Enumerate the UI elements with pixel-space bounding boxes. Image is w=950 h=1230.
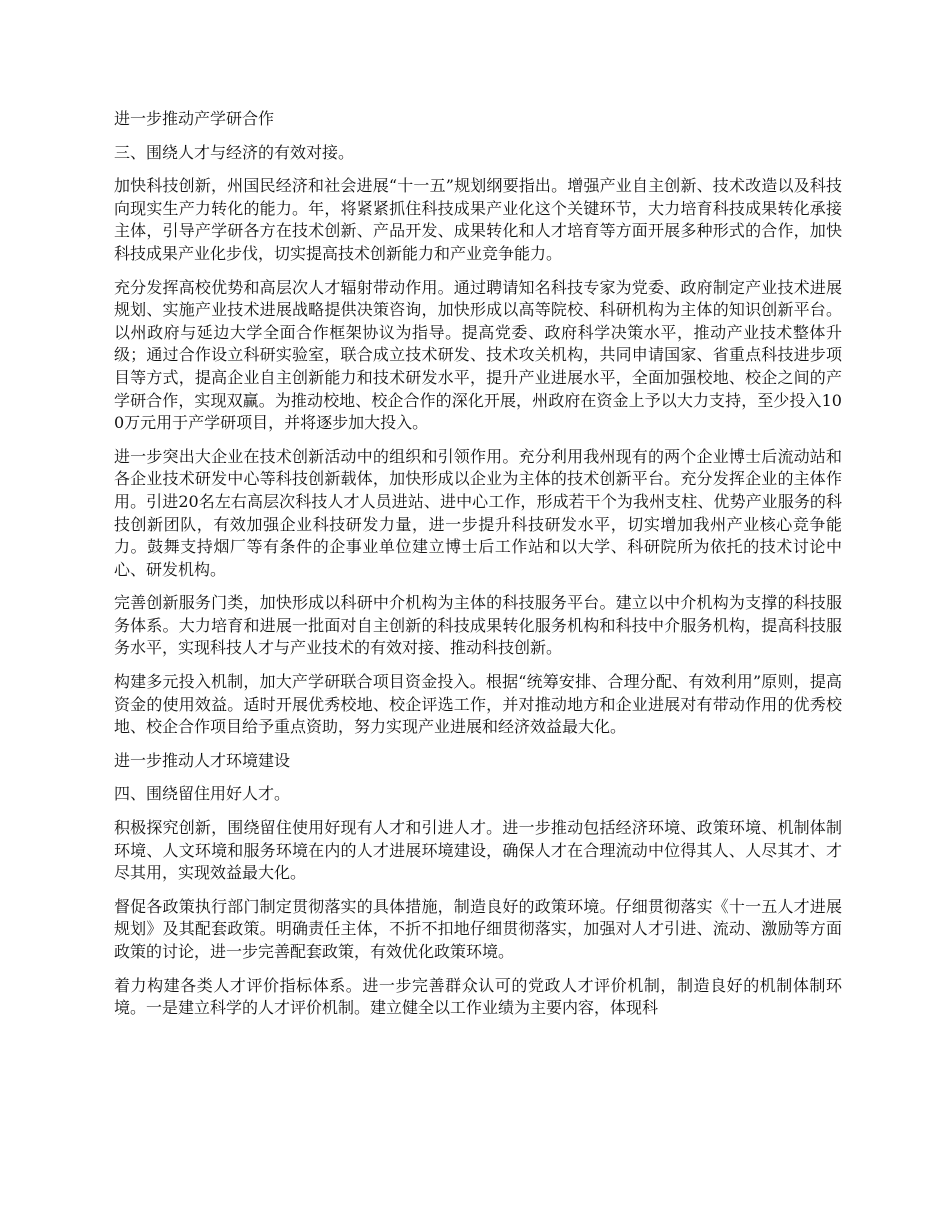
paragraph-tech-innovation: 加快科技创新，州国民经济和社会进展“十一五”规划纲要指出。增强产业自主创新、技术改造以及科技向现实生产力转化的能力。年，将紧紧抓住科技成果产业化这个关键环节，大力培育科技成果转化承接主体，引导产学研各方在技术创新、产品开发、成果转化和人才培育等方面开展多种形式的合作，加快科技成果产业化步伐，切实提高技术创新能力和产业竞争能力。	[114, 176, 842, 263]
paragraph-evaluation-system: 着力构建各类人才评价指标体系。进一步完善群众认可的党政人才评价机制，制造良好的机制体制环境。一是建立科学的人才评价机制。建立健全以工作业绩为主要内容，体现科	[114, 975, 842, 1018]
document-page	[114, 108, 842, 1031]
paragraph-enterprise-innovation: 进一步突出大企业在技术创新活动中的组织和引领作用。充分利用我州现有的两个企业博士后流动站和各企业技术研发中心等科技创新载体，加快形成以企业为主体的技术创新平台。充分发挥企业的主体作用。引进20名左右高层次科技人才人员进站、进中心工作，形成若干个为我州支柱、优势产业服务的科技创新团队，有效加强企业科技研发力量，进一步提升科技研发水平，切实增加我州产业核心竞争能力。鼓舞支持烟厂等有条件的企事业单位建立博士后工作站和以大学、科研院所为依托的技术讨论中心、研发机构。	[114, 446, 842, 579]
heading-section-three: 三、围绕人才与经济的有效对接。	[114, 142, 355, 162]
paragraph-retain-talent: 积极探究创新，围绕留住使用好现有人才和引进人才。进一步推动包括经济环境、政策环境、机制体制环境、人文环境和服务环境在内的人才进展环境建设，确保人才在合理流动中位得其人、人尽其才、才尽其用，实现效益最大化。	[114, 818, 842, 883]
paragraph-investment-mechanism: 构建多元投入机制，加大产学研联合项目资金投入。根据“统筹安排、合理分配、有效利用”原则，提高资金的使用效益。适时开展优秀校地、校企评选工作，并对推动地方和企业进展对有带动作用的优秀校地、校企合作项目给予重点资助，努力实现产业进展和经济效益最大化。	[114, 672, 842, 737]
paragraph-service-platform: 完善创新服务门类，加快形成以科研中介机构为主体的科技服务平台。建立以中介机构为支撑的科技服务体系。大力培育和进展一批面对自主创新的科技成果转化服务机构和科技中介服务机构，提高科技服务水平，实现科技人才与产业技术的有效对接、推动科技创新。	[114, 593, 842, 658]
paragraph-university-talent: 充分发挥高校优势和高层次人才辐射带动作用。通过聘请知名科技专家为党委、政府制定产业技术进展规划、实施产业技术进展战略提供决策咨询，加快形成以高等院校、科研机构为主体的知识创新平台。以州政府与延边大学全面合作框架协议为指导。提高党委、政府科学决策水平，推动产业技术整体升级；通过合作设立科研实验室，联合成立技术研发、技术攻关机构，共同申请国家、省重点科技进步项目等方式，提高企业自主创新能力和技术研发水平，提升产业进展水平，全面加强校地、校企之间的产学研合作，实现双赢。为推动校地、校企合作的深化开展，州政府在资金上予以大力支持，至少投入100万元用于产学研项目，并将逐步加大投入。	[114, 277, 842, 433]
heading-talent-environment: 进一步推动人才环境建设	[114, 750, 291, 770]
heading-section-four: 四、围绕留住用好人才。	[114, 784, 291, 804]
heading-industry-research: 进一步推动产学研合作	[114, 109, 275, 128]
paragraph-policy-environment: 督促各政策执行部门制定贯彻落实的具体措施，制造良好的政策环境。仔细贯彻落实《十一五人才进展规划》及其配套政策。明确责任主体，不折不扣地仔细贯彻落实，加强对人才引进、流动、激励等方面政策的讨论，进一步完善配套政策，有效优化政策环境。	[114, 896, 842, 961]
